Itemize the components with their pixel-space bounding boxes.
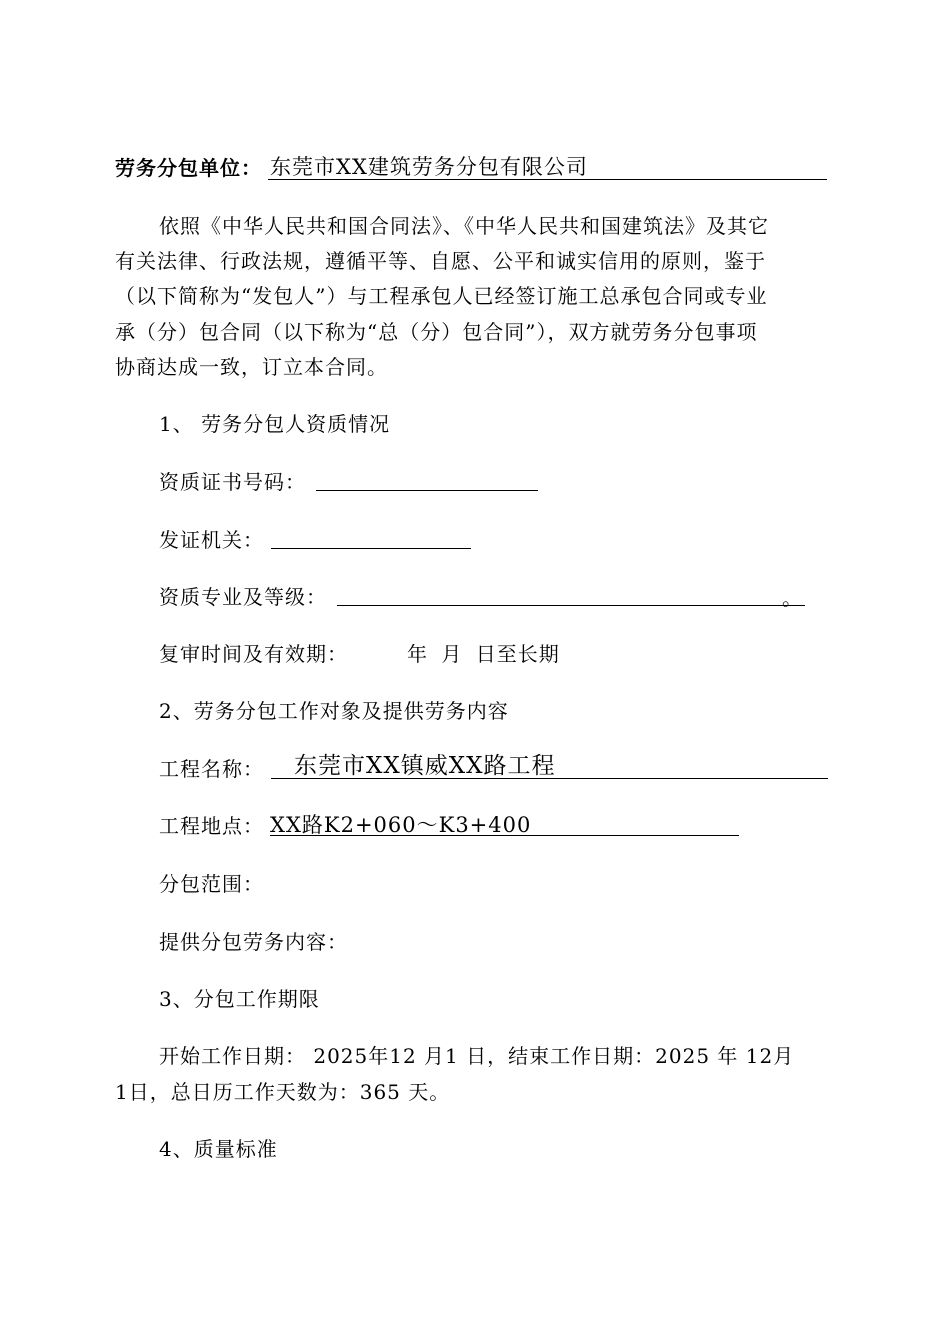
intro-line-3: （以下简称为“发包人”）与工程承包人已经签订施工总承包合同或专业 [115,284,768,308]
project-location-label: 工程地点： [159,814,264,838]
intro-line-1: 依照《中华人民共和国合同法》、《中华人民共和国建筑法》及其它 [159,214,769,238]
project-name-value: 东莞市XX镇威XX路工程 [294,753,556,779]
contractor-label: 劳务分包单位： [115,156,262,180]
section1-title: 1、 劳务分包人资质情况 [159,412,391,436]
work-period-line-1: 开始工作日期： 2025年12 月1 日，结束工作日期：2025 年 12月 [159,1044,795,1068]
qualification-field [337,605,805,606]
review-value: 年 月 日至长期 [407,642,560,666]
issuer-field [271,548,471,549]
contractor-underline [268,179,827,180]
section4-title: 4、质量标准 [159,1137,278,1161]
intro-line-5: 协商达成一致，订立本合同。 [115,355,388,379]
project-location-underline [270,835,739,836]
contractor-name: 东莞市XX建筑劳务分包有限公司 [270,155,588,179]
qualification-label: 资质专业及等级： [159,585,327,609]
work-period-line-2: 1日，总日历工作天数为：365 天。 [115,1080,451,1104]
scope-label: 分包范围： [159,872,264,896]
project-name-label: 工程名称： [159,757,264,781]
cert-number-label: 资质证书号码： [159,470,306,494]
project-name-underline [271,778,828,779]
qualification-period: 。 [782,586,803,610]
project-location-value: XX路K2+060～K3+400 [270,813,532,837]
section3-title: 3、分包工作期限 [159,987,320,1011]
intro-line-4: 承（分）包合同（以下称为“总（分）包合同”），双方就劳务分包事项 [115,320,758,344]
intro-line-2: 有关法律、行政法规，遵循平等、自愿、公平和诚实信用的原则，鉴于 [115,249,766,273]
issuer-label: 发证机关： [159,528,264,552]
review-label: 复审时间及有效期： [159,642,348,666]
labor-content-label: 提供分包劳务内容： [159,930,348,954]
section2-title: 2、劳务分包工作对象及提供劳务内容 [159,699,509,723]
cert-number-field [316,490,538,491]
